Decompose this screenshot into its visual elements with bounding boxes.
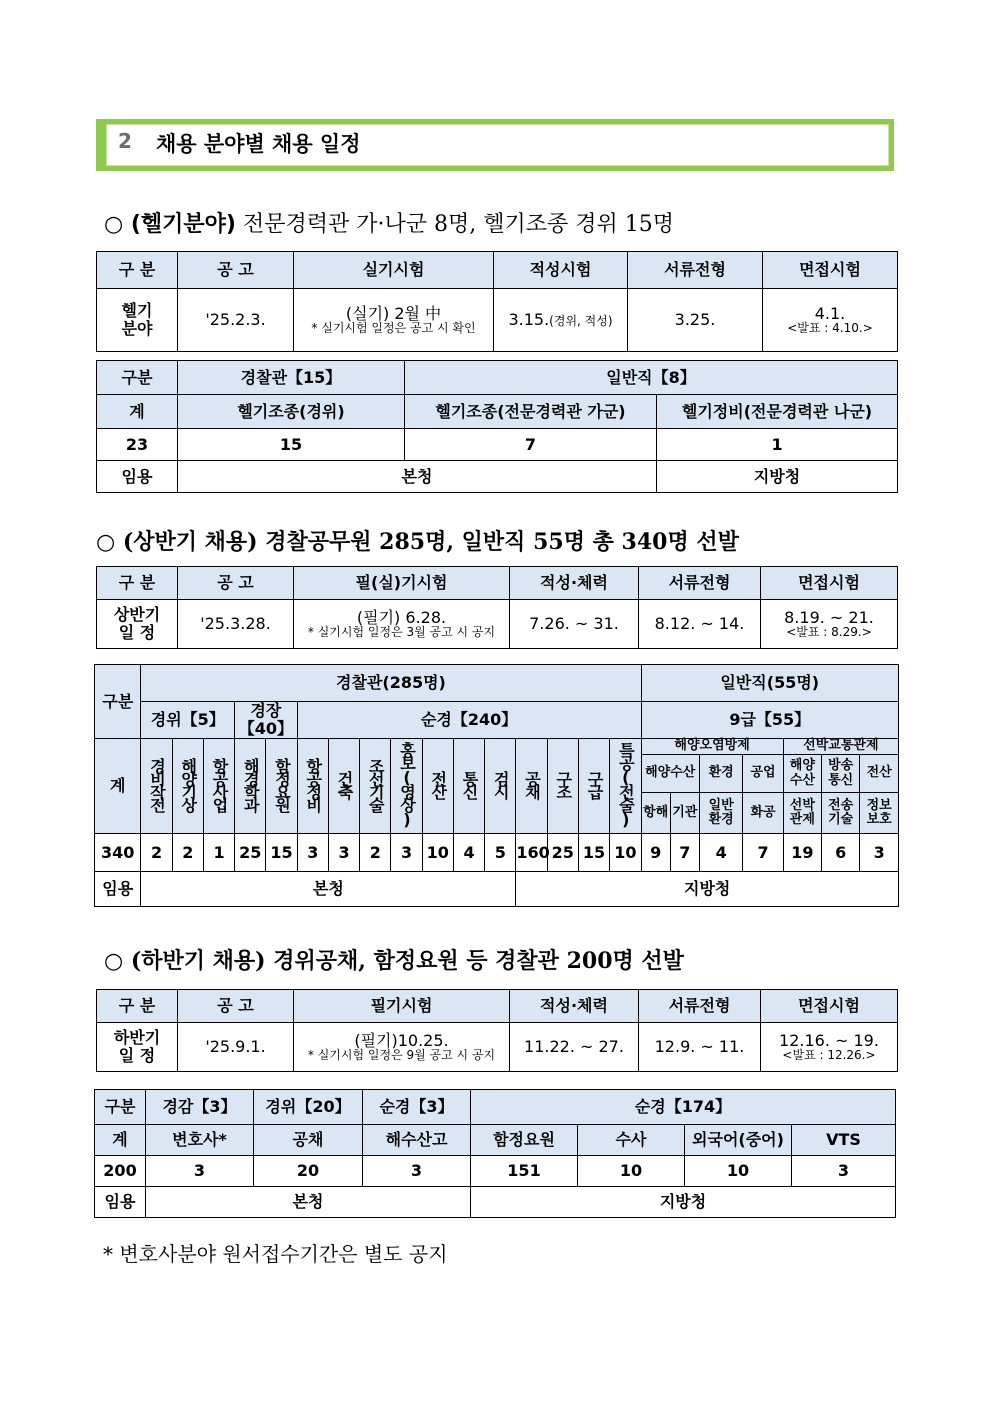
total-label: 계 (97, 395, 178, 429)
value-cell: 10 (422, 834, 453, 872)
sched-interview (761, 1023, 898, 1072)
sched-row-label: 하반기 일 정 (97, 1023, 178, 1072)
appoint-regional: 지방청 (471, 1187, 896, 1218)
sched-aptitude (494, 289, 628, 352)
heli-count-table (96, 360, 898, 493)
interview-note: <발표 : 8.29.> (786, 625, 872, 640)
sched-written (294, 1023, 510, 1072)
sched-aptitude: 7.26. ~ 31. (510, 600, 639, 649)
col-label: 구분 (97, 361, 178, 395)
gsub-header: 선박 관제 (783, 793, 821, 834)
sched-header: 면접시험 (761, 567, 898, 600)
col-header (516, 739, 547, 834)
col-header-text: 특공(전술) (616, 742, 636, 827)
count-value: 1 (657, 429, 898, 461)
value-cell: 3 (146, 1156, 254, 1187)
value-cell: 3 (297, 834, 328, 872)
value-cell: 20 (254, 1156, 363, 1187)
sched-docs: 3.25. (628, 289, 763, 352)
value-cell: 7 (743, 834, 783, 872)
col-header (610, 739, 641, 834)
second-schedule-table (96, 989, 898, 1072)
col-header (453, 739, 484, 834)
gcol-header: 환경 (699, 755, 742, 793)
value-cell: 1 (203, 834, 234, 872)
written-note: * 실기시험 일정은 9월 공고 시 공지 (307, 1048, 496, 1063)
col-header: 헬기정비(전문경력관 나군) (657, 395, 898, 429)
value-cell: 25 (547, 834, 578, 872)
col-header: 헬기조종(전문경력관 가군) (405, 395, 657, 429)
col-header (203, 739, 234, 834)
col-header-text: 함정요원 (272, 758, 292, 811)
second-heading-bold: ○ (하반기 채용) (104, 948, 266, 974)
col-header (485, 739, 516, 834)
value-cell: 5 (485, 834, 516, 872)
col-header-text: 통신 (460, 771, 480, 798)
appoint-regional: 지방청 (657, 461, 898, 493)
sched-header: 적성시험 (494, 252, 628, 289)
value-cell: 4 (453, 834, 484, 872)
section-title-bar (96, 119, 894, 171)
gsub-header: 전송 기술 (821, 793, 859, 834)
sched-header: 서류전형 (639, 567, 761, 600)
sched-header: 면접시험 (761, 990, 898, 1023)
value-cell: 2 (172, 834, 203, 872)
sched-header: 서류전형 (639, 990, 761, 1023)
total-value: 23 (97, 429, 178, 461)
second-heading-text: 경위공채, 함정요원 등 경찰관 200명 선발 (273, 948, 684, 974)
col-header (172, 739, 203, 834)
col-header: 해수산고 (363, 1125, 471, 1156)
practical-note: * 실기시험 일정은 공고 시 확인 (311, 321, 476, 336)
col-header-text: 조선기술 (366, 758, 386, 811)
heli-heading-bold: ○ (헬기분야) (104, 212, 236, 237)
total-value: 200 (95, 1156, 146, 1187)
group-header: 순경【174】 (471, 1090, 896, 1125)
col-header (578, 739, 609, 834)
value-row (95, 834, 899, 872)
col-header: 헬기조종(경위) (178, 395, 405, 429)
section-title: 채용 분야별 채용 일정 (156, 132, 361, 156)
subgroup-vts: 선박교통관제 (783, 739, 898, 755)
group-general: 일반직(55명) (641, 665, 898, 702)
section-number: 2 (118, 129, 132, 153)
value-cell: 10 (685, 1156, 792, 1187)
gcol-header: 방송통신 (821, 755, 859, 793)
sched-notice: '25.2.3. (178, 289, 294, 352)
footnote: * 변호사분야 원서접수기간은 별도 공지 (103, 1242, 448, 1266)
sched-practical (294, 289, 494, 352)
group-header: 경위【20】 (254, 1090, 363, 1125)
col-header-text: 홍보(영상) (397, 742, 417, 827)
col-header: 함정요원 (471, 1125, 578, 1156)
group-senior-officer: 경장 【40】 (235, 702, 298, 739)
count-value: 15 (178, 429, 405, 461)
gcol-header: 공업 (743, 755, 783, 793)
total-label: 계 (95, 739, 141, 834)
sched-header: 공 고 (178, 252, 294, 289)
col-header (141, 739, 172, 834)
interview-date: 4.1. (814, 303, 846, 323)
col-header-text: 건축 (335, 771, 355, 798)
col-header (235, 739, 266, 834)
appoint-regional: 지방청 (516, 872, 899, 907)
gcol-header: 해양수산 (641, 755, 699, 793)
sched-header: 필기시험 (294, 990, 510, 1023)
group-inspector: 경위【5】 (141, 702, 235, 739)
value-cell: 7 (670, 834, 699, 872)
col-header-text: 공채 (522, 771, 542, 798)
sched-notice: '25.3.28. (178, 600, 294, 649)
value-cell: 340 (95, 834, 141, 872)
group-police: 경찰관(285명) (141, 665, 641, 702)
col-header: 외국어(중어) (685, 1125, 792, 1156)
col-header: VTS (792, 1125, 896, 1156)
group-grade9: 9급【55】 (641, 702, 898, 739)
group-header: 경감【3】 (146, 1090, 254, 1125)
appoint-hq: 본청 (141, 872, 516, 907)
group-police: 경찰관【15】 (178, 361, 405, 395)
sched-header: 공 고 (178, 567, 294, 600)
col-header (360, 739, 391, 834)
col-header (422, 739, 453, 834)
col-header: 공채 (254, 1125, 363, 1156)
col-label: 구분 (95, 665, 141, 739)
subgroup-pollution: 해양오염방제 (641, 739, 783, 755)
aptitude-note: (경위, 적성) (549, 314, 613, 329)
value-cell: 3 (792, 1156, 896, 1187)
total-label: 계 (95, 1125, 146, 1156)
col-header-text: 검시 (491, 771, 511, 798)
value-cell: 3 (860, 834, 899, 872)
sched-header: 서류전형 (628, 252, 763, 289)
col-header-text: 구조 (553, 771, 573, 798)
col-header-text: 항공사업 (210, 758, 230, 811)
value-cell: 10 (578, 1156, 685, 1187)
sched-docs: 8.12. ~ 14. (639, 600, 761, 649)
value-cell: 10 (610, 834, 641, 872)
gcol-header: 전산 (860, 755, 899, 793)
count-value: 7 (405, 429, 657, 461)
sched-header: 공 고 (178, 990, 294, 1023)
sched-header: 적성·체력 (510, 567, 639, 600)
value-cell: 3 (328, 834, 359, 872)
sched-interview (763, 289, 898, 352)
sched-row-label: 상반기 일 정 (97, 600, 178, 649)
value-cell: 4 (699, 834, 742, 872)
interview-note: <발표 : 4.10.> (787, 321, 873, 336)
group-officer: 순경【240】 (297, 702, 641, 739)
sched-header: 구 분 (97, 990, 178, 1023)
value-cell: 3 (363, 1156, 471, 1187)
sched-written (294, 600, 510, 649)
gsub-header: 기관 (670, 793, 699, 834)
group-header: 순경【3】 (363, 1090, 471, 1125)
sched-header: 구 분 (97, 567, 178, 600)
value-cell: 15 (266, 834, 297, 872)
col-header-text: 경비작전 (147, 758, 167, 811)
appoint-hq: 본청 (146, 1187, 471, 1218)
gcol-header: 해양수산 (783, 755, 821, 793)
col-header-text: 해양기상 (178, 758, 198, 811)
appoint-label: 임용 (97, 461, 178, 493)
aptitude-date: 3.15. (508, 310, 550, 330)
col-header: 수사 (578, 1125, 685, 1156)
gsub-header: 항해 (641, 793, 670, 834)
value-cell: 6 (821, 834, 859, 872)
col-header-text: 항공정비 (303, 758, 323, 811)
appoint-hq: 본청 (178, 461, 657, 493)
second-count-table (94, 1089, 896, 1218)
value-cell: 9 (641, 834, 670, 872)
sched-docs: 12.9. ~ 11. (639, 1023, 761, 1072)
sched-header: 구 분 (97, 252, 178, 289)
col-header (328, 739, 359, 834)
value-cell: 2 (141, 834, 172, 872)
sched-header: 필(실)기시험 (294, 567, 510, 600)
sched-aptitude: 11.22. ~ 27. (510, 1023, 639, 1072)
col-header (391, 739, 422, 834)
heli-schedule-table (96, 251, 898, 352)
value-cell: 151 (471, 1156, 578, 1187)
col-header: 변호사* (146, 1125, 254, 1156)
value-cell: 160 (516, 834, 547, 872)
col-header (266, 739, 297, 834)
value-cell: 2 (360, 834, 391, 872)
col-label: 구분 (95, 1090, 146, 1125)
sched-header: 적성·체력 (510, 990, 639, 1023)
interview-date: 8.19. ~ 21. (784, 607, 874, 627)
gsub-header: 일반 환경 (699, 793, 742, 834)
sched-header: 실기시험 (294, 252, 494, 289)
gsub-header: 정보 보호 (860, 793, 899, 834)
col-header-text: 해경학과 (241, 758, 261, 811)
first-heading-text: 경찰공무원 285명, 일반직 55명 총 340명 선발 (265, 529, 739, 555)
written-note: * 실기시험 일정은 3월 공고 시 공지 (307, 625, 496, 640)
sched-notice: '25.9.1. (178, 1023, 294, 1072)
first-schedule-table (96, 566, 898, 649)
heli-heading-text: 전문경력관 가·나군 8명, 헬기조종 경위 15명 (242, 212, 674, 237)
sched-header: 면접시험 (763, 252, 898, 289)
col-header-text: 전산 (428, 771, 448, 798)
heli-heading (104, 207, 674, 238)
sched-row-label: 헬기 분야 (97, 289, 178, 352)
group-general: 일반직【8】 (405, 361, 898, 395)
first-heading-bold: ○ (상반기 채용) (96, 529, 258, 555)
practical-date: (실기) 2월 中 (345, 303, 442, 323)
col-header-text: 구급 (585, 771, 605, 798)
col-header (297, 739, 328, 834)
value-cell: 25 (235, 834, 266, 872)
appoint-label: 임용 (95, 872, 141, 907)
written-date: (필기) 6.28. (356, 607, 447, 627)
interview-date: 12.16. ~ 19. (779, 1030, 879, 1050)
interview-note: <발표 : 12.26.> (782, 1048, 876, 1063)
appoint-label: 임용 (95, 1187, 146, 1218)
sched-interview (761, 600, 898, 649)
value-cell: 3 (391, 834, 422, 872)
second-heading (104, 944, 684, 975)
first-heading (96, 525, 739, 556)
written-date: (필기)10.25. (354, 1030, 449, 1050)
first-count-table (94, 664, 899, 907)
value-cell: 19 (783, 834, 821, 872)
col-header (547, 739, 578, 834)
gsub-header: 화공 (743, 793, 783, 834)
value-cell: 15 (578, 834, 609, 872)
